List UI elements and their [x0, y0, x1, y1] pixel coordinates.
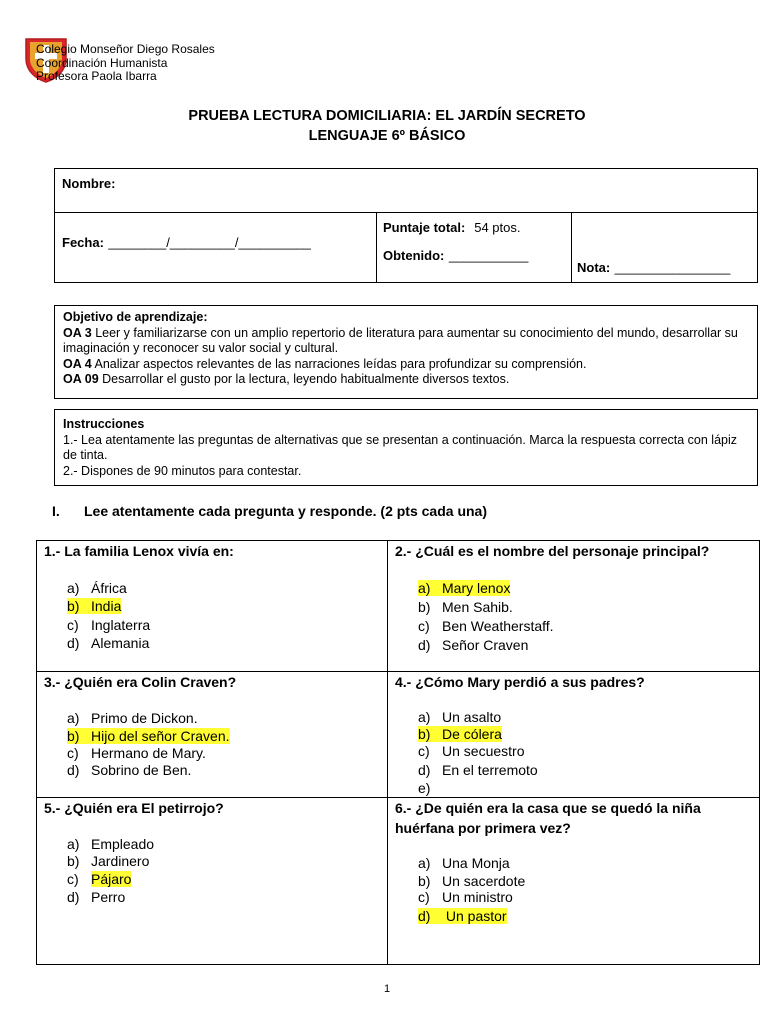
option-text: Ben Weatherstaff.	[442, 618, 554, 634]
objective-item	[63, 357, 749, 373]
answer-option[interactable]	[67, 745, 206, 762]
answer-option[interactable]	[418, 908, 507, 925]
answer-option[interactable]	[67, 617, 150, 634]
grade-label: Nota:	[577, 260, 611, 275]
teacher-name: Profesora Paola Ibarra	[36, 69, 157, 83]
option-text: Un asalto	[442, 709, 502, 725]
question-text: 4.- ¿Cómo Mary perdió a sus padres?	[395, 674, 645, 690]
answer-option[interactable]	[418, 873, 525, 890]
option-text: Hijo del señor Craven.	[91, 728, 230, 744]
answer-option[interactable]	[67, 710, 198, 727]
section-numeral: I.	[52, 503, 60, 519]
objective-item	[63, 326, 749, 357]
answer-option[interactable]	[418, 889, 513, 906]
option-letter: e)	[418, 780, 431, 796]
answer-option[interactable]	[418, 618, 554, 635]
option-text: Empleado	[91, 836, 155, 852]
option-letter: a)	[67, 580, 80, 596]
section-heading	[52, 503, 487, 519]
option-text: Alemania	[91, 635, 150, 651]
answer-option[interactable]	[67, 762, 191, 779]
answer-option[interactable]	[418, 780, 442, 797]
option-text: Perro	[91, 889, 126, 905]
option-letter: a)	[418, 855, 431, 871]
objective-item	[63, 372, 749, 388]
divider	[55, 212, 757, 213]
question-cell	[388, 672, 760, 798]
questions-table	[36, 540, 760, 965]
option-text: Una Monja	[442, 855, 510, 871]
question-cell	[37, 798, 388, 965]
instructions-box	[54, 409, 758, 486]
learning-objective-box	[54, 305, 758, 399]
option-text: Men Sahib.	[442, 599, 513, 615]
objective-text: Desarrollar el gusto por la lectura, leyendo habitualmente diversos textos.	[98, 372, 510, 386]
instructions-heading: Instrucciones	[63, 417, 145, 431]
question-text: 5.- ¿Quién era El petirrojo?	[44, 800, 224, 816]
option-text: Un pastor	[445, 908, 507, 924]
option-text: Señor Craven	[442, 637, 529, 653]
option-letter: c)	[67, 871, 79, 887]
answer-option[interactable]	[418, 580, 510, 597]
total-score-value: 54 ptos.	[474, 220, 521, 235]
option-letter: a)	[418, 580, 431, 596]
objective-heading: Objetivo de aprendizaje:	[63, 310, 208, 324]
question-cell	[388, 798, 760, 965]
objective-text: Analizar aspectos relevantes de las narraciones leídas para profundizar su comprensión.	[91, 356, 587, 371]
total-score-label: Puntaje total:	[383, 220, 466, 235]
question-cell	[37, 541, 388, 672]
option-letter: a)	[67, 836, 80, 852]
option-text: Primo de Dickon.	[91, 710, 198, 726]
obtained-label: Obtenido:	[383, 248, 445, 263]
option-letter: a)	[67, 710, 80, 726]
question-cell	[37, 672, 388, 798]
grade-blank: ________________	[614, 260, 731, 275]
option-text: África	[91, 580, 127, 596]
department-name: Coordinación Humanista	[36, 55, 168, 70]
option-text: De cólera	[442, 726, 502, 742]
option-letter: b)	[67, 728, 80, 744]
option-text: Un sacerdote	[442, 873, 526, 889]
option-letter: b)	[418, 599, 431, 615]
option-letter: d)	[67, 889, 80, 905]
answer-option[interactable]	[418, 637, 528, 654]
page-number: 1	[383, 983, 391, 995]
answer-option[interactable]	[67, 598, 121, 615]
option-text: Jardinero	[91, 853, 150, 869]
option-letter: b)	[67, 598, 80, 614]
option-letter: d)	[418, 762, 431, 778]
obtained-field[interactable]	[383, 247, 528, 265]
answer-option[interactable]	[418, 726, 502, 743]
objective-text: Leer y familiarizarse con un amplio repertorio de literatura para aumentar su conocimiento del mundo, desarrollar su imaginación y reconocer su valor social y cultural.	[63, 325, 738, 355]
instruction-line: 1.- Lea atentamente las preguntas de alternativas que se presentan a continuación. Marca la respuesta correcta con lápiz de tinta.	[63, 432, 738, 462]
question-cell	[388, 541, 760, 672]
option-text: Pájaro	[91, 871, 132, 887]
answer-option[interactable]	[418, 599, 513, 616]
date-label: Fecha:	[62, 235, 104, 250]
option-letter: c)	[67, 745, 79, 761]
option-letter: d)	[67, 762, 80, 778]
divider	[376, 212, 377, 282]
obtained-blank: ___________	[448, 248, 529, 263]
option-text: Un secuestro	[442, 743, 525, 759]
total-score	[383, 219, 521, 237]
date-blank: ________/_________/__________	[108, 235, 311, 250]
answer-option[interactable]	[418, 709, 501, 726]
option-text: Sobrino de Ben.	[91, 762, 192, 778]
question-text: 1.- La familia Lenox vivía en:	[44, 543, 234, 559]
divider	[571, 212, 572, 282]
option-text: En el terremoto	[442, 762, 538, 778]
name-field[interactable]: Nombre:	[62, 176, 116, 191]
test-title: PRUEBA LECTURA DOMICILIARIA: EL JARDÍN SECRETO	[188, 108, 586, 124]
option-letter: c)	[418, 889, 430, 905]
option-letter: a)	[418, 709, 431, 725]
section-text: Lee atentamente cada pregunta y responde. (2 pts cada una)	[84, 503, 487, 519]
answer-option[interactable]	[67, 889, 125, 906]
grade-field[interactable]	[577, 259, 730, 277]
answer-option[interactable]	[67, 871, 131, 888]
option-text: Mary lenox	[442, 580, 511, 596]
school-name: Colegio Monseñor Diego Rosales	[36, 42, 215, 56]
answer-option[interactable]	[418, 743, 524, 760]
answer-option[interactable]	[418, 762, 538, 779]
question-text: 6.- ¿De quién era la casa que se quedó la niña huérfana por primera vez?	[395, 800, 701, 836]
test-subtitle: LENGUAJE 6º BÁSICO	[308, 128, 466, 144]
answer-option[interactable]	[67, 836, 154, 853]
option-letter: c)	[418, 618, 430, 634]
answer-option[interactable]	[67, 728, 230, 745]
answer-option[interactable]	[67, 853, 149, 870]
option-text: Inglaterra	[91, 617, 151, 633]
option-letter: b)	[418, 726, 431, 742]
answer-option[interactable]	[67, 580, 127, 597]
instruction-line: 2.- Dispones de 90 minutos para contestar.	[63, 463, 302, 478]
option-letter: d)	[418, 908, 431, 924]
option-letter: b)	[418, 873, 431, 889]
option-text: Hermano de Mary.	[91, 745, 206, 761]
option-text: India	[91, 598, 122, 614]
option-letter: d)	[418, 637, 431, 653]
option-text: Un ministro	[442, 889, 513, 905]
school-header	[36, 43, 215, 84]
option-letter: d)	[67, 635, 80, 651]
option-letter: c)	[418, 743, 430, 759]
question-text: 3.- ¿Quién era Colin Craven?	[44, 674, 237, 690]
objective-code: OA 3	[63, 325, 92, 340]
question-text: 2.- ¿Cuál es el nombre del personaje principal?	[395, 543, 710, 559]
answer-option[interactable]	[418, 855, 510, 872]
date-field[interactable]	[62, 234, 311, 252]
option-letter: c)	[67, 617, 79, 633]
objective-code: OA 4	[63, 356, 92, 371]
option-letter: b)	[67, 853, 80, 869]
answer-option[interactable]	[67, 635, 149, 652]
objective-code: OA 09	[63, 372, 99, 386]
student-info-box	[54, 168, 758, 283]
